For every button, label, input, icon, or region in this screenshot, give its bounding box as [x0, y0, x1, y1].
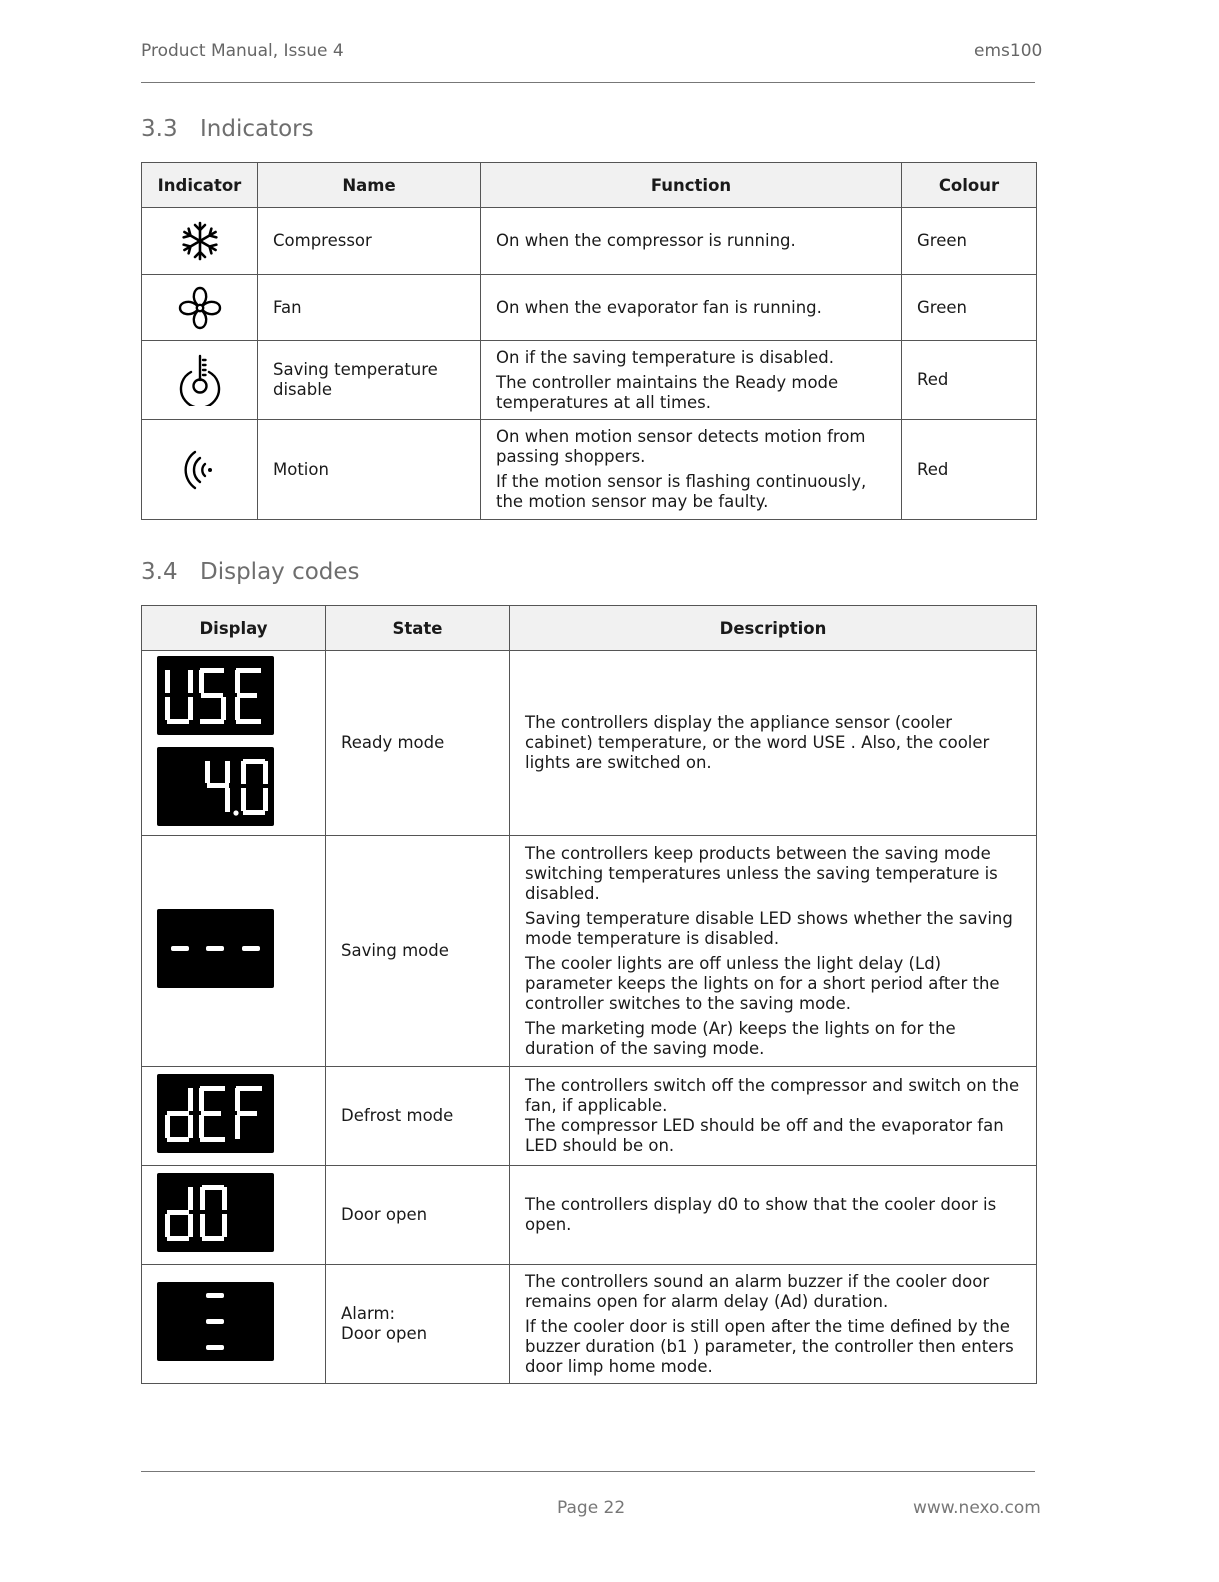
footer-divider [141, 1471, 1035, 1472]
snowflake-icon [178, 219, 222, 263]
section-number: 3.3 [141, 116, 178, 142]
description-cell [510, 651, 1037, 836]
state-line: Alarm: [341, 1304, 396, 1323]
description-cell [510, 836, 1037, 1067]
description-cell [510, 1265, 1037, 1384]
led-display-d0 [157, 1173, 274, 1252]
indicator-cell [142, 275, 258, 341]
led-digits [157, 747, 274, 826]
description-text: The cooler lights are off unless the light delay (Ld) parameter keeps the lights on for a short period after the controller switches to the saving mode. [525, 953, 1000, 1013]
column-header: Colour [902, 163, 1037, 208]
display-cell [142, 1067, 326, 1166]
led-display-temperature [157, 747, 274, 826]
display-cell [142, 1265, 326, 1384]
description-cell [510, 1166, 1037, 1265]
description-text: The controllers switch off the compressor and switch on the fan, if applicable. The compressor LED should be off and the evaporator fan LED should be on. [525, 1076, 1020, 1155]
table-row [142, 651, 1037, 836]
indicator-colour: Red [902, 420, 1037, 520]
indicator-colour: Green [902, 208, 1037, 275]
led-display-alarm [157, 1282, 274, 1361]
state-cell: Defrost mode [326, 1067, 510, 1166]
indicator-function [481, 208, 902, 275]
indicator-function [481, 275, 902, 341]
function-text: If the motion sensor is flashing continuously, the motion sensor may be faulty. [496, 472, 867, 511]
header-product-code: ems100 [974, 41, 1043, 61]
state-cell: Ready mode [326, 651, 510, 836]
table-header-row [142, 163, 1037, 208]
indicator-name: Compressor [258, 208, 481, 275]
indicator-name: Saving temperature disable [258, 341, 481, 420]
table-row [142, 836, 1037, 1067]
led-digits [157, 1173, 274, 1252]
section-heading-display-codes [141, 559, 360, 585]
table-row [142, 1067, 1037, 1166]
column-header: State [326, 606, 510, 651]
led-display-dashes [157, 909, 274, 988]
footer-website: www.nexo.com [913, 1498, 1041, 1518]
header-document-title: Product Manual, Issue 4 [141, 41, 344, 61]
table-row [142, 341, 1037, 420]
indicators-table [141, 162, 1037, 520]
led-digits [157, 656, 274, 735]
column-header: Indicator [142, 163, 258, 208]
description-text: Saving temperature disable LED shows whether the saving mode temperature is disabled. [525, 908, 1013, 948]
table-row [142, 208, 1037, 275]
display-cell [142, 651, 326, 836]
function-text: The controller maintains the Ready mode temperatures at all times. [496, 372, 839, 412]
state-cell: Door open [326, 1166, 510, 1265]
motion-icon [183, 448, 217, 492]
table-row [142, 1265, 1037, 1384]
indicator-cell [142, 420, 258, 520]
led-digits [157, 909, 274, 988]
description-text: If the cooler door is still open after the time defined by the buzzer duration (b1 ) parameter, the controller then enters door limp home mode. [525, 1316, 1014, 1376]
indicator-name: Fan [258, 275, 481, 341]
state-cell: Saving mode [326, 836, 510, 1067]
function-text: On when motion sensor detects motion from passing shoppers. [496, 427, 866, 466]
display-codes-table [141, 605, 1037, 1384]
section-title: Indicators [200, 116, 314, 142]
description-cell [510, 1067, 1037, 1166]
state-cell [326, 1265, 510, 1384]
indicator-function [481, 341, 902, 420]
state-line: Door open [341, 1324, 428, 1343]
indicator-colour: Red [902, 341, 1037, 420]
description-text: The marketing mode (Ar) keeps the lights on for the duration of the saving mode. [525, 1018, 956, 1058]
led-digits [157, 1282, 274, 1361]
description-text: The controllers display the appliance sensor (cooler cabinet) temperature, or the word USE . Also, the cooler lights are switched on. [525, 713, 990, 772]
led-display-use [157, 656, 274, 735]
led-display-def [157, 1074, 274, 1153]
led-digits [157, 1074, 274, 1153]
table-row [142, 1166, 1037, 1265]
header-divider [141, 82, 1035, 83]
table-row [142, 420, 1037, 520]
thermometer-disable-icon [177, 354, 223, 406]
column-header: Function [481, 163, 902, 208]
fan-icon [177, 285, 223, 331]
page-number: Page 22 [557, 1498, 626, 1518]
function-text: On if the saving temperature is disabled. [496, 347, 834, 367]
indicator-name: Motion [258, 420, 481, 520]
column-header: Description [510, 606, 1037, 651]
description-text: The controllers keep products between the saving mode switching temperatures unless the saving temperature is disabled. [525, 843, 998, 903]
table-row [142, 275, 1037, 341]
description-text: The controllers display d0 to show that the cooler door is open. [525, 1195, 997, 1234]
indicator-colour: Green [902, 275, 1037, 341]
description-text: The controllers sound an alarm buzzer if the cooler door remains open for alarm delay (Ad) duration. [525, 1271, 990, 1311]
section-number: 3.4 [141, 559, 178, 585]
indicator-function [481, 420, 902, 520]
section-heading-indicators [141, 116, 314, 142]
function-text: On when the compressor is running. [496, 231, 796, 250]
column-header: Name [258, 163, 481, 208]
display-cell [142, 1166, 326, 1265]
column-header: Display [142, 606, 326, 651]
function-text: On when the evaporator fan is running. [496, 297, 822, 317]
indicator-cell [142, 341, 258, 420]
display-cell [142, 836, 326, 1067]
table-header-row [142, 606, 1037, 651]
indicator-cell [142, 208, 258, 275]
section-title: Display codes [200, 559, 360, 585]
